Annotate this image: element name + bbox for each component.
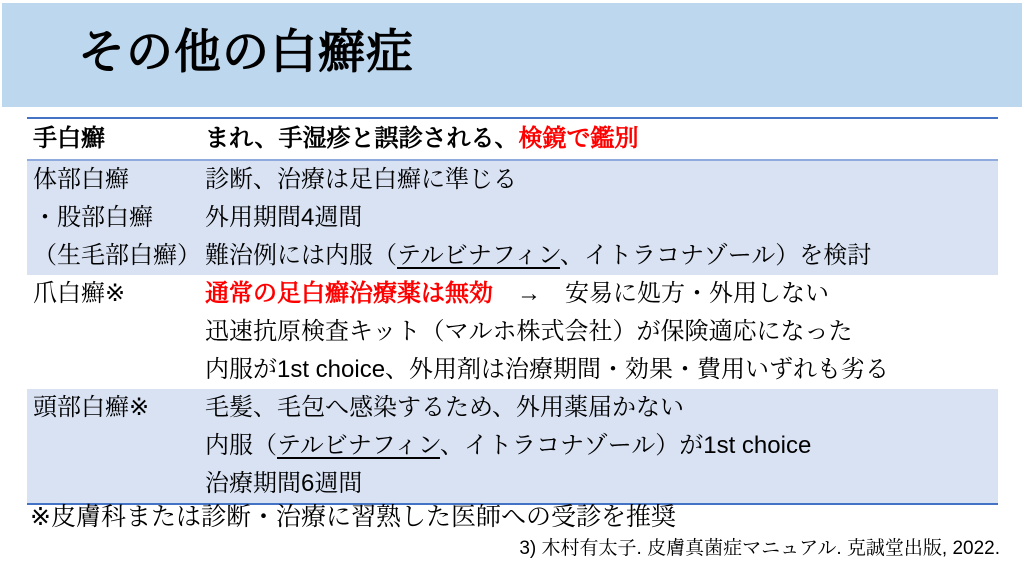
- text-segment: 治療期間6週間: [205, 470, 363, 497]
- content-line: [205, 119, 998, 159]
- text-segment: 診断、治療は足白癬に準じる: [205, 166, 517, 193]
- row-label: [27, 389, 205, 503]
- text-segment: 毛髪、毛包へ感染するため、外用薬届かない: [205, 394, 685, 421]
- title-band: [2, 3, 1022, 107]
- tinea-table: [27, 117, 998, 505]
- text-segment: 内服が1st choice、外用剤は治療期間・効果・費用いずれも劣る: [205, 356, 890, 383]
- row-content: [205, 161, 998, 275]
- content-line: [205, 199, 998, 237]
- label-line: ・股部白癬: [33, 204, 153, 231]
- content-line: [205, 351, 998, 389]
- table-row-tinea-manuum: [27, 119, 998, 161]
- text-segment: テルビナフィン: [397, 242, 560, 269]
- label-line: 体部白癬: [33, 166, 129, 193]
- footnote: ※皮膚科または診断・治療に習熟した医師への受診を推奨: [30, 503, 676, 531]
- text-segment: 迅速抗原検査キット（マルホ株式会社）が保険適応になった: [205, 318, 853, 345]
- text-segment: 通常の足白癬治療薬は無効: [205, 280, 493, 307]
- content-line: [205, 161, 998, 199]
- content-line: [205, 313, 998, 351]
- table-row-tinea-capitis: [27, 389, 998, 503]
- row-label: [27, 161, 205, 275]
- text-segment: 、イトラコナゾール）を検討: [559, 242, 872, 269]
- row-content: [205, 275, 998, 389]
- content-line: [205, 275, 998, 313]
- label-line: 手白癬: [33, 125, 105, 152]
- content-line: [205, 389, 998, 427]
- text-segment: → 安易に処方・外用しない: [493, 280, 829, 307]
- text-segment: テルビナフィン: [277, 432, 440, 459]
- row-content: [205, 119, 998, 159]
- text-segment: 内服（: [205, 432, 277, 459]
- slide-title: その他の白癬症: [78, 25, 414, 78]
- text-segment: まれ、手湿疹と誤診される、: [205, 125, 519, 152]
- row-label: [27, 275, 205, 389]
- content-line: [205, 237, 998, 275]
- table-row-tinea-corporis-cruris: [27, 161, 998, 275]
- text-segment: 検鏡で鑑別: [518, 125, 639, 152]
- citation: 3) 木村有太子. 皮膚真菌症マニュアル. 克誠堂出版, 2022.: [519, 538, 1000, 559]
- content-line: [205, 465, 998, 503]
- table-row-tinea-unguium: [27, 275, 998, 389]
- label-line: 爪白癬※: [33, 280, 126, 307]
- label-line: （生毛部白癬）: [33, 242, 201, 269]
- row-content: [205, 389, 998, 503]
- text-segment: 外用期間4週間: [205, 204, 363, 231]
- row-label: [27, 119, 205, 159]
- content-line: [205, 427, 998, 465]
- text-segment: 、イトラコナゾール）が1st choice: [439, 432, 812, 459]
- text-segment: 難治例には内服（: [205, 242, 397, 269]
- label-line: 頭部白癬※: [33, 394, 150, 421]
